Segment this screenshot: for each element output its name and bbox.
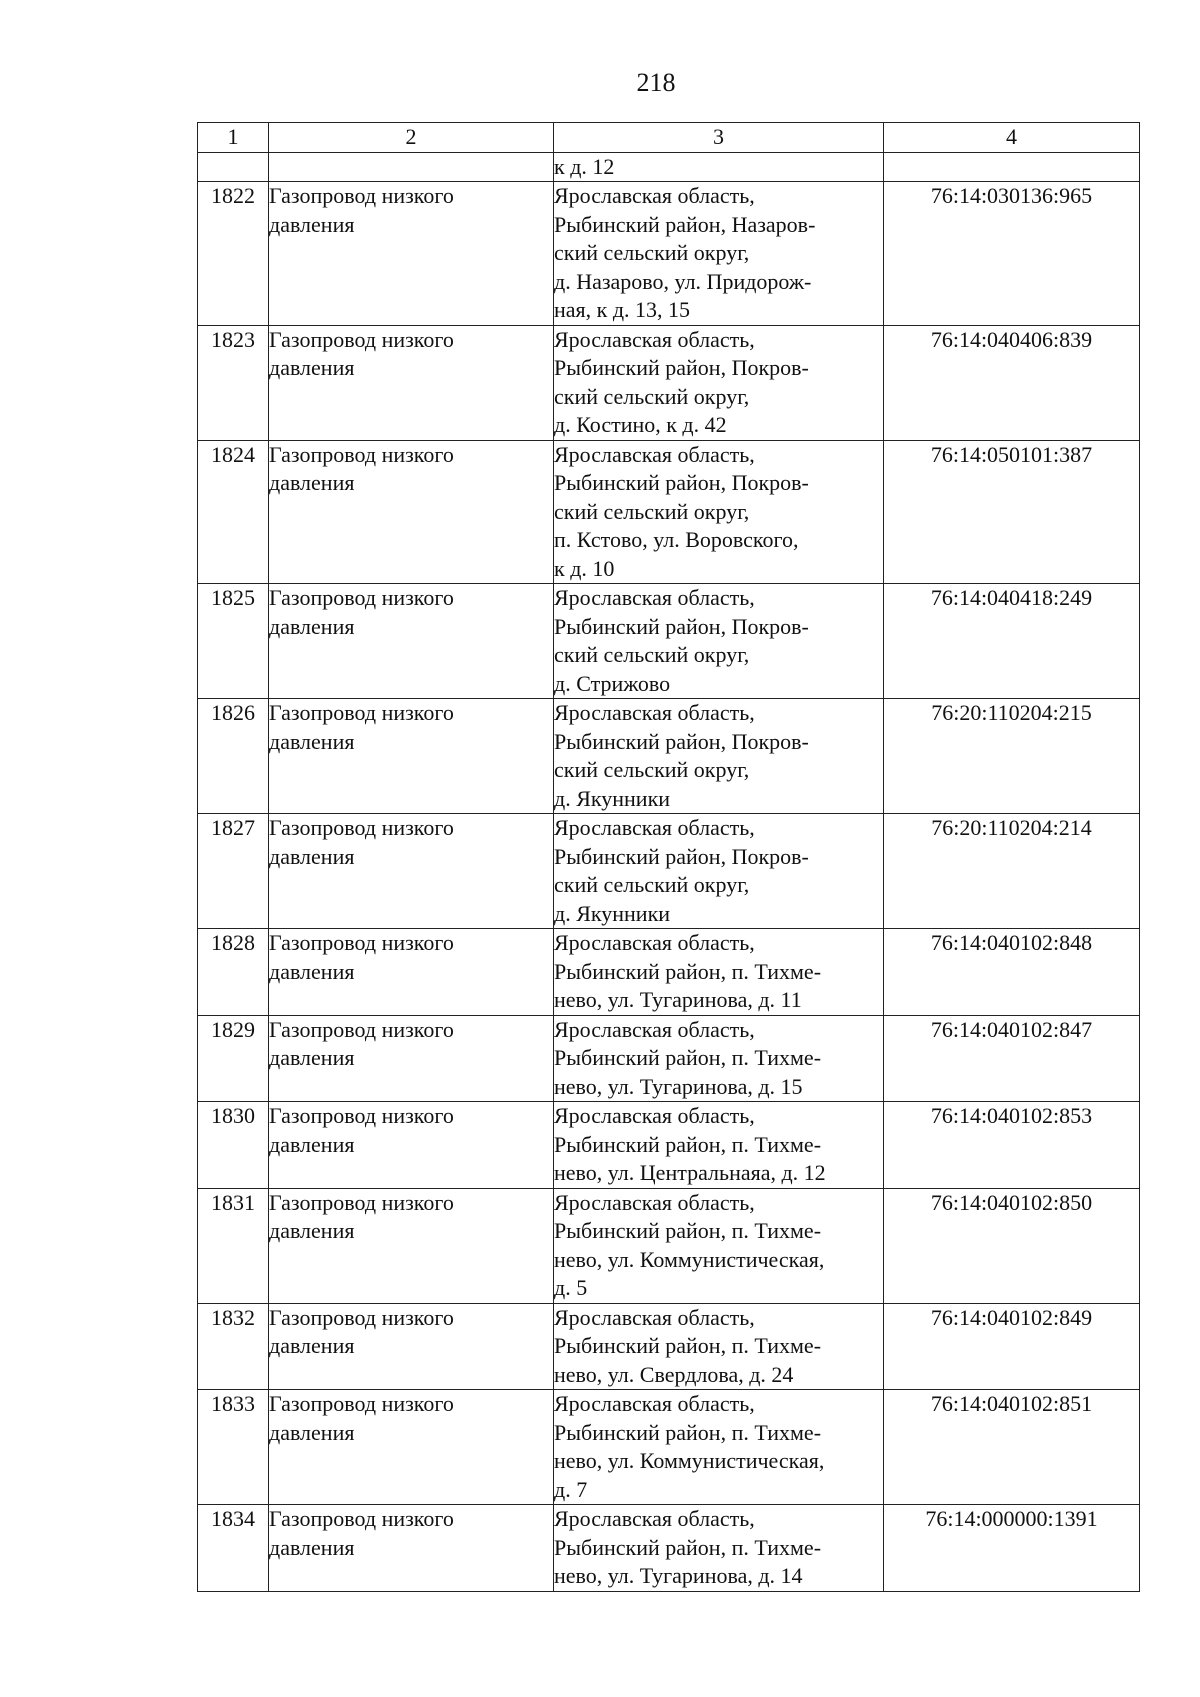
object-name-line: давления xyxy=(269,1534,355,1560)
object-name-line: давления xyxy=(269,1045,355,1070)
object-name-line: давления xyxy=(269,470,355,495)
cadastral-number-cell: 76:14:040418:249 xyxy=(884,584,1140,699)
object-name-cell xyxy=(269,1303,554,1390)
address-line: Рыбинский район, п. Тихме- xyxy=(554,1131,822,1157)
table-row xyxy=(198,1505,1140,1592)
address-line: нево, ул. Центральнаяа, д. 12 xyxy=(554,1160,826,1185)
object-name-line: давления xyxy=(269,1419,355,1445)
object-name-line: Газопровод низкого xyxy=(269,441,454,467)
address-cell xyxy=(554,929,884,1016)
address-line: Ярославская область, xyxy=(554,441,755,467)
address-line: Рыбинский район, п. Тихме- xyxy=(554,1045,822,1070)
object-name-line: Газопровод низкого xyxy=(269,1016,454,1042)
table-row xyxy=(198,1390,1140,1505)
object-name-line: давления xyxy=(269,211,355,237)
address-cell xyxy=(554,1188,884,1303)
column-number: 3 xyxy=(554,123,884,153)
object-name-cell xyxy=(269,1188,554,1303)
address-cell xyxy=(554,440,884,584)
address-line: Ярославская область, xyxy=(554,1304,755,1330)
object-name-cell xyxy=(269,1015,554,1102)
continuation-row xyxy=(198,152,1140,182)
row-number-cell: 1828 xyxy=(198,929,269,1016)
table-row xyxy=(198,325,1140,440)
address-cell xyxy=(554,1102,884,1189)
address-line: Рыбинский район, Назаров- xyxy=(554,211,816,237)
object-name-line: Газопровод низкого xyxy=(269,585,454,610)
address-line: нево, ул. Коммунистическая, xyxy=(554,1448,825,1473)
address-cell xyxy=(554,1505,884,1592)
object-name-cell xyxy=(269,182,554,326)
address-line: нево, ул. Тугаринова, д. 14 xyxy=(554,1563,803,1588)
object-name-line: давления xyxy=(269,843,355,869)
address-line: ский сельский округ, xyxy=(554,383,750,409)
address-cell xyxy=(554,699,884,814)
cadastral-number-cell: 76:14:040102:851 xyxy=(884,1390,1140,1505)
address-line: Ярославская область, xyxy=(554,815,755,840)
address-line: Рыбинский район, Покров- xyxy=(554,355,809,380)
address-line: Ярославская область, xyxy=(554,1391,755,1416)
table-row xyxy=(198,699,1140,814)
address-line: д. Назарово, ул. Придорож- xyxy=(554,268,812,294)
address-cell xyxy=(554,182,884,326)
object-name-cell xyxy=(269,440,554,584)
cadastral-number-cell: 76:20:110204:215 xyxy=(884,699,1140,814)
address-line: д. Якунники xyxy=(554,785,671,811)
address-cell xyxy=(554,325,884,440)
table-row xyxy=(198,440,1140,584)
object-name-line: Газопровод низкого xyxy=(269,1103,454,1128)
column-number: 4 xyxy=(884,123,1140,153)
object-name-line: давления xyxy=(269,958,355,984)
object-name-line: Газопровод низкого xyxy=(269,930,454,955)
address-line: Ярославская область, xyxy=(554,930,755,955)
column-number-row xyxy=(198,123,1140,153)
row-number-cell: 1825 xyxy=(198,584,269,699)
object-name-line: Газопровод низкого xyxy=(269,1189,454,1215)
address-cell xyxy=(554,152,884,182)
address-cell xyxy=(554,1390,884,1505)
address-cell xyxy=(554,1015,884,1102)
cadastral-number-cell: 76:14:000000:1391 xyxy=(884,1505,1140,1592)
table-row xyxy=(198,182,1140,326)
table-row xyxy=(198,1188,1140,1303)
address-line: ский сельский округ, xyxy=(554,498,750,524)
page-number: 218 xyxy=(636,68,676,97)
address-line: нево, ул. Коммунистическая, xyxy=(554,1246,825,1272)
row-number-cell: 1829 xyxy=(198,1015,269,1102)
object-name-cell xyxy=(269,1102,554,1189)
column-number: 2 xyxy=(269,123,554,153)
row-number-cell: 1827 xyxy=(198,814,269,929)
table-row xyxy=(198,584,1140,699)
address-line: Рыбинский район, п. Тихме- xyxy=(554,1333,822,1358)
address-line: ский сельский округ, xyxy=(554,642,750,667)
column-number: 1 xyxy=(198,123,269,153)
cadastral-number-cell: 76:20:110204:214 xyxy=(884,814,1140,929)
address-line: Рыбинский район, п. Тихме- xyxy=(554,1419,822,1445)
address-line: Рыбинский район, п. Тихме- xyxy=(554,1534,822,1560)
object-name-line: Газопровод низкого xyxy=(269,1304,454,1330)
table-row xyxy=(198,814,1140,929)
cadastral-number-cell: 76:14:040102:848 xyxy=(884,929,1140,1016)
object-name-cell xyxy=(269,325,554,440)
object-name-line: давления xyxy=(269,1218,355,1243)
object-name-line: давления xyxy=(269,355,355,380)
address-line: д. Стрижово xyxy=(554,670,671,696)
property-table xyxy=(197,122,1140,1592)
object-name-line: Газопровод низкого xyxy=(269,1506,454,1531)
object-name-line: давления xyxy=(269,613,355,639)
cadastral-number-cell: 76:14:040406:839 xyxy=(884,325,1140,440)
object-name-line: Газопровод низкого xyxy=(269,183,454,208)
address-line: к д. 10 xyxy=(554,555,615,581)
cadastral-number-cell: 76:14:040102:853 xyxy=(884,1102,1140,1189)
object-name-cell xyxy=(269,1390,554,1505)
address-line: Рыбинский район, п. Тихме- xyxy=(554,958,822,984)
row-number-cell: 1823 xyxy=(198,325,269,440)
address-line: Рыбинский район, Покров- xyxy=(554,843,809,869)
row-number-cell: 1832 xyxy=(198,1303,269,1390)
cadastral-number-cell: 76:14:050101:387 xyxy=(884,440,1140,584)
address-line: ский сельский округ, xyxy=(554,757,750,782)
row-number-cell xyxy=(198,152,269,182)
address-line: Рыбинский район, Покров- xyxy=(554,613,809,639)
address-line: д. Костино, к д. 42 xyxy=(554,412,727,437)
row-number-cell: 1833 xyxy=(198,1390,269,1505)
table-row xyxy=(198,1015,1140,1102)
table-row xyxy=(198,929,1140,1016)
cadastral-number-cell: 76:14:030136:965 xyxy=(884,182,1140,326)
object-name-line: Газопровод низкого xyxy=(269,326,454,352)
object-name-cell xyxy=(269,814,554,929)
address-line: ский сельский округ, xyxy=(554,240,750,265)
object-name-line: Газопровод низкого xyxy=(269,700,454,725)
address-cell xyxy=(554,1303,884,1390)
address-line: Ярославская область, xyxy=(554,1016,755,1042)
table-body xyxy=(198,123,1140,1592)
address-line: Рыбинский район, Покров- xyxy=(554,728,809,754)
row-number-cell: 1822 xyxy=(198,182,269,326)
address-line: д. 5 xyxy=(554,1275,588,1300)
address-line: Рыбинский район, Покров- xyxy=(554,470,809,495)
object-name-cell xyxy=(269,699,554,814)
address-cell xyxy=(554,584,884,699)
object-name-cell xyxy=(269,584,554,699)
object-name-line: давления xyxy=(269,728,355,754)
object-name-line: давления xyxy=(269,1131,355,1157)
address-line: Ярославская область, xyxy=(554,1189,755,1215)
address-line: Ярославская область, xyxy=(554,700,755,725)
address-line: нево, ул. Свердлова, д. 24 xyxy=(554,1361,794,1387)
cadastral-number-cell xyxy=(884,152,1140,182)
cadastral-number-cell: 76:14:040102:849 xyxy=(884,1303,1140,1390)
table-row xyxy=(198,1102,1140,1189)
row-number-cell: 1826 xyxy=(198,699,269,814)
address-line: п. Кстово, ул. Воровского, xyxy=(554,527,799,552)
address-line: к д. 12 xyxy=(554,153,615,179)
cadastral-number-cell: 76:14:040102:850 xyxy=(884,1188,1140,1303)
object-name-cell xyxy=(269,929,554,1016)
object-name-cell xyxy=(269,152,554,182)
address-cell xyxy=(554,814,884,929)
address-line: ский сельский округ, xyxy=(554,872,750,897)
address-line: нево, ул. Тугаринова, д. 15 xyxy=(554,1073,803,1099)
table-row xyxy=(198,1303,1140,1390)
object-name-line: Газопровод низкого xyxy=(269,815,454,840)
object-name-line: Газопровод низкого xyxy=(269,1391,454,1416)
address-line: Ярославская область, xyxy=(554,326,755,352)
address-line: Ярославская область, xyxy=(554,585,755,610)
address-line: д. 7 xyxy=(554,1476,588,1502)
row-number-cell: 1830 xyxy=(198,1102,269,1189)
row-number-cell: 1834 xyxy=(198,1505,269,1592)
address-line: Ярославская область, xyxy=(554,183,755,208)
row-number-cell: 1824 xyxy=(198,440,269,584)
object-name-cell xyxy=(269,1505,554,1592)
address-line: д. Якунники xyxy=(554,900,671,926)
address-line: Ярославская область, xyxy=(554,1103,755,1128)
address-line: Рыбинский район, п. Тихме- xyxy=(554,1218,822,1243)
cadastral-number-cell: 76:14:040102:847 xyxy=(884,1015,1140,1102)
address-line: ная, к д. 13, 15 xyxy=(554,297,691,322)
address-line: Ярославская область, xyxy=(554,1506,755,1531)
object-name-line: давления xyxy=(269,1333,355,1358)
address-line: нево, ул. Тугаринова, д. 11 xyxy=(554,987,802,1012)
row-number-cell: 1831 xyxy=(198,1188,269,1303)
